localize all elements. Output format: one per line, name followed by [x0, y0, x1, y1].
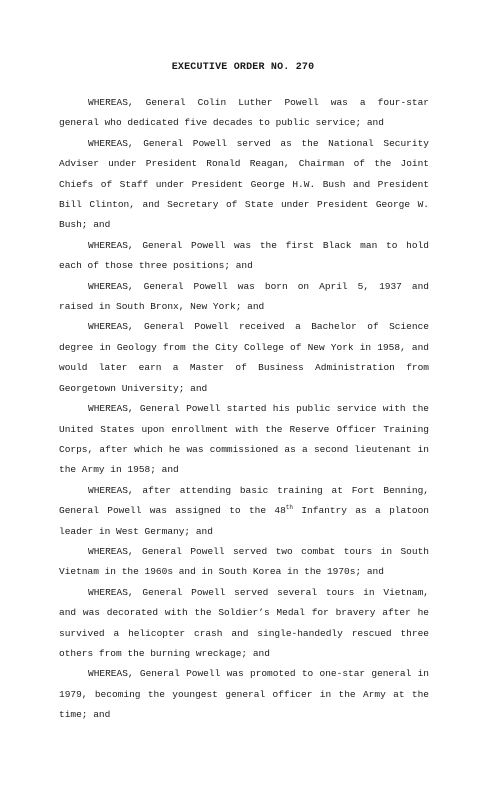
ordinal-suffix: th — [285, 503, 293, 511]
paragraph-7-start: WHEREAS, after attending basic training at Fort Benning, General Powell was assigned to the 48 — [59, 484, 429, 517]
paragraph-5: WHEREAS, General Powell received a Bachelor of Science degree in Geology from the City College of New York in 1958, and would later earn a Master of Business Administration from Georgetown University; and — [59, 321, 429, 394]
paragraph-3: WHEREAS, General Powell was the first Black man to hold each of those three positions; and — [59, 239, 429, 272]
page-title: EXECUTIVE ORDER NO. 270 — [171, 62, 315, 73]
paragraph-2: WHEREAS, General Powell served as the National Security Adviser under President Ronald Reagan, Chairman of the Joint Chiefs of Staff under President George H.W. Bush and President Bill Clinton, and Secretary of State under President George W. Bush; and — [59, 137, 429, 231]
paragraph-6: WHEREAS, General Powell started his public service with the United States upon enrollment with the Reserve Officer Training Corps, after which he was commissioned as a second lieutenant in the Army in 1958; and — [59, 403, 429, 476]
paragraph-7-end: Infantry as a platoon leader in West Germany; and — [59, 505, 429, 537]
paragraph-7 — [59, 481, 429, 542]
paragraph-1: WHEREAS, General Colin Luther Powell was a four-star general who dedicated five decades to public service; and — [59, 97, 429, 129]
paragraph-8: WHEREAS, General Powell served two combat tours in South Vietnam in the 1960s and in South Korea in the 1970s; and — [59, 545, 429, 578]
document-body — [59, 93, 429, 726]
paragraph-10: WHEREAS, General Powell was promoted to one-star general in 1979, becoming the youngest general officer in the Army at the time; and — [59, 668, 429, 721]
paragraph-4: WHEREAS, General Powell was born on April 5, 1937 and raised in South Bronx, New York; and — [59, 280, 429, 313]
paragraph-9: WHEREAS, General Powell served several tours in Vietnam, and was decorated with the Soldier’s Medal for bravery after he survived a helicopter crash and single-handedly rescued three others from the burning wreckage; and — [59, 586, 429, 659]
